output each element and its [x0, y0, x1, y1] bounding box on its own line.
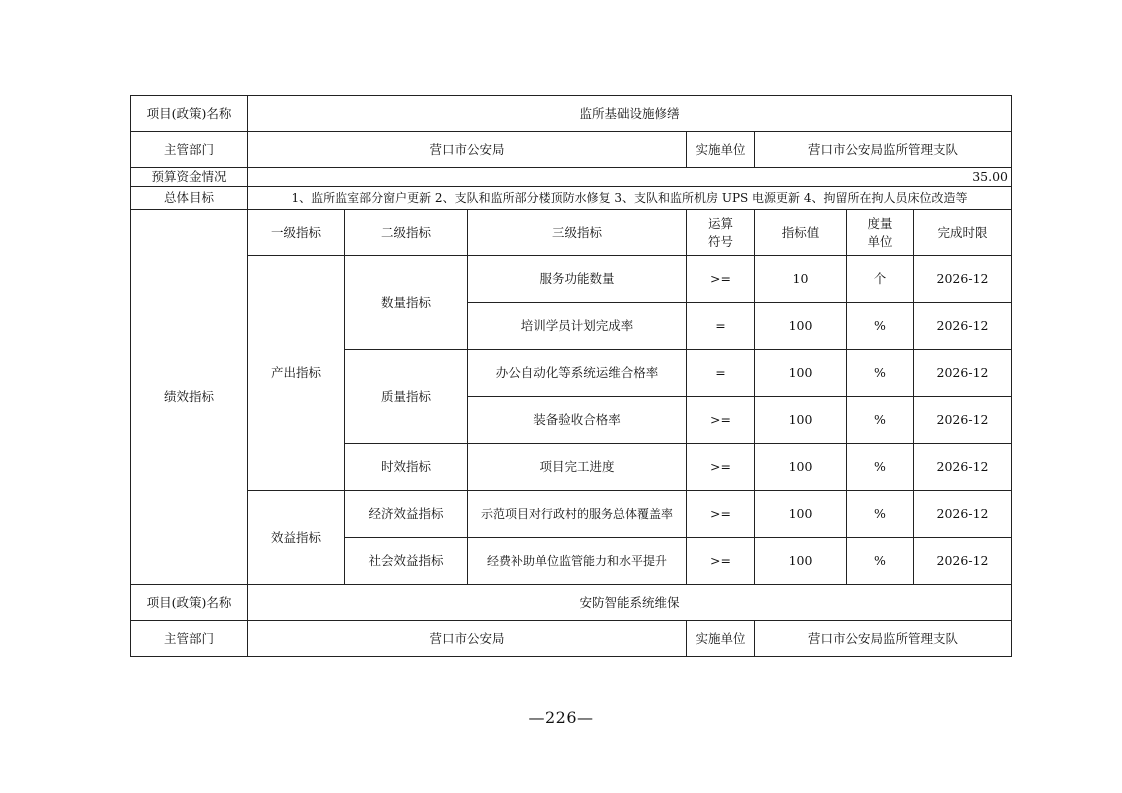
- indicator-value: 100: [755, 491, 847, 538]
- indicator-name: 培训学员计划完成率: [468, 303, 687, 350]
- indicator-deadline: 2026-12: [914, 444, 1012, 491]
- dept-label: 主管部门: [131, 132, 248, 168]
- dept-value: 营口市公安局: [248, 621, 687, 657]
- project-name-value: 监所基础设施修缮: [248, 96, 1012, 132]
- dept2-row: [131, 621, 1012, 657]
- fund-value: 35.00: [248, 168, 1012, 187]
- impl-unit-label: 实施单位: [687, 621, 755, 657]
- indicator-deadline: 2026-12: [914, 397, 1012, 444]
- impl-unit-value: 营口市公安局监所管理支队: [755, 132, 1012, 168]
- project-name-label: 项目(政策)名称: [131, 585, 248, 621]
- indicator-value: 100: [755, 538, 847, 585]
- indicator-value: 10: [755, 256, 847, 303]
- indicator-op: >=: [687, 538, 755, 585]
- indicator-unit: %: [847, 491, 914, 538]
- goal-row: [131, 187, 1012, 210]
- group-quality: 质量指标: [345, 350, 468, 444]
- project2-row: [131, 585, 1012, 621]
- indicator-value: 100: [755, 350, 847, 397]
- indicator-unit: %: [847, 303, 914, 350]
- indicator-name: 项目完工进度: [468, 444, 687, 491]
- indicator-op: >=: [687, 397, 755, 444]
- group-timeliness: 时效指标: [345, 444, 468, 491]
- indicator-name: 办公自动化等系统运维合格率: [468, 350, 687, 397]
- indicator-value: 100: [755, 303, 847, 350]
- indicator-value: 100: [755, 444, 847, 491]
- indicator-op: =: [687, 303, 755, 350]
- indicator-deadline: 2026-12: [914, 256, 1012, 303]
- indicator-op: >=: [687, 256, 755, 303]
- fund-row: [131, 168, 1012, 187]
- perf-label: 绩效指标: [131, 210, 248, 585]
- group-economic: 经济效益指标: [345, 491, 468, 538]
- indicator-value: 100: [755, 397, 847, 444]
- page-number: —226—: [528, 708, 594, 727]
- header-level3: 三级指标: [468, 210, 687, 256]
- indicator-op: =: [687, 350, 755, 397]
- indicator-deadline: 2026-12: [914, 538, 1012, 585]
- indicator-unit: %: [847, 350, 914, 397]
- indicator-unit: 个: [847, 256, 914, 303]
- table-row: [131, 491, 1012, 538]
- impl-unit-value: 营口市公安局监所管理支队: [755, 621, 1012, 657]
- dept1-row: [131, 132, 1012, 168]
- indicator-name: 装备验收合格率: [468, 397, 687, 444]
- indicator-deadline: 2026-12: [914, 491, 1012, 538]
- indicator-unit: %: [847, 538, 914, 585]
- indicator-deadline: 2026-12: [914, 303, 1012, 350]
- header-level1: 一级指标: [248, 210, 345, 256]
- header-row: [131, 210, 1012, 256]
- indicator-name: 经费补助单位监管能力和水平提升: [468, 538, 687, 585]
- header-level2: 二级指标: [345, 210, 468, 256]
- impl-unit-label: 实施单位: [687, 132, 755, 168]
- project1-row: [131, 96, 1012, 132]
- indicator-op: >=: [687, 491, 755, 538]
- header-value: 指标值: [755, 210, 847, 256]
- header-deadline: 完成时限: [914, 210, 1012, 256]
- project-name-label: 项目(政策)名称: [131, 96, 248, 132]
- fund-label: 预算资金情况: [131, 168, 248, 187]
- indicator-unit: %: [847, 444, 914, 491]
- performance-table: [130, 95, 1012, 657]
- group-benefit: 效益指标: [248, 491, 345, 585]
- project-name-value: 安防智能系统维保: [248, 585, 1012, 621]
- indicator-op: >=: [687, 444, 755, 491]
- dept-label: 主管部门: [131, 621, 248, 657]
- goal-label: 总体目标: [131, 187, 248, 210]
- table-row: [131, 256, 1012, 303]
- indicator-unit: %: [847, 397, 914, 444]
- group-output: 产出指标: [248, 256, 345, 491]
- group-quantity: 数量指标: [345, 256, 468, 350]
- dept-value: 营口市公安局: [248, 132, 687, 168]
- group-social: 社会效益指标: [345, 538, 468, 585]
- header-op: 运算符号: [687, 210, 755, 256]
- indicator-deadline: 2026-12: [914, 350, 1012, 397]
- indicator-name: 服务功能数量: [468, 256, 687, 303]
- goal-value: 1、监所监室部分窗户更新 2、支队和监所部分楼顶防水修复 3、支队和监所机房 UPS 电源更新 4、拘留所在拘人员床位改造等: [248, 187, 1012, 210]
- header-unit: 度量单位: [847, 210, 914, 256]
- indicator-name: 示范项目对行政村的服务总体覆盖率: [468, 491, 687, 538]
